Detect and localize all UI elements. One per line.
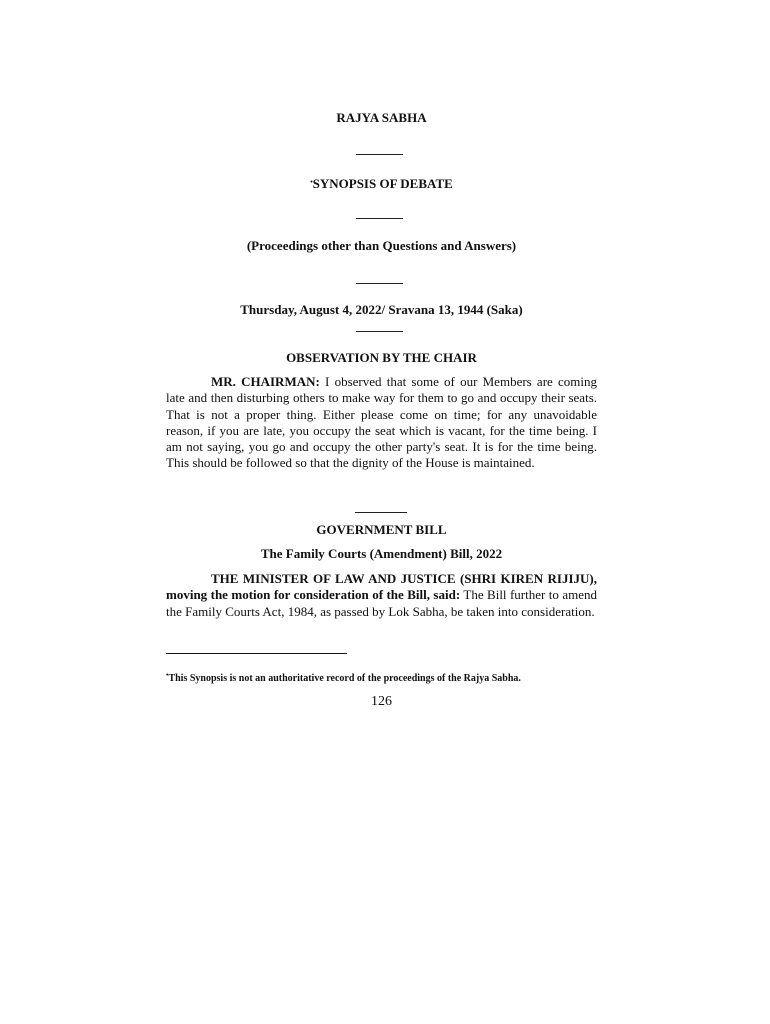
bill-text: The Bill further to amend the Family Courts Act, 1984, as passed by Lok Sabha, be taken into consideration. bbox=[166, 587, 597, 619]
footnote bbox=[166, 668, 597, 686]
bill-name: The Family Courts (Amendment) Bill, 2022 bbox=[260, 546, 503, 561]
minister-speaker: THE MINISTER OF LAW AND JUSTICE (SHRI KIREN RIJIJU), moving the motion for consideration of the Bill, said: bbox=[166, 571, 597, 603]
document-subtitle: (Proceedings other than Questions and Answers) bbox=[246, 238, 517, 253]
separator-rule bbox=[356, 283, 403, 284]
observation-heading: OBSERVATION BY THE CHAIR bbox=[286, 350, 477, 365]
separator-rule bbox=[355, 512, 407, 513]
footnote-text: This Synopsis is not an authoritative record of the proceedings of the Rajya Sabha. bbox=[168, 673, 521, 684]
synopsis-title: SYNOPSIS OF DEBATE bbox=[312, 176, 453, 191]
observation-text: I observed that some of our Members are coming late and then disturbing others to make way for them to go and occupy their seats. That is not a proper thing. Either please come on time; for any unavoidable reason, if you are late, you occupy the seat which is vacant, for the time being. I am not saying, you go and occupy the other party's seat. It is for the time being. This should be followed so that the dignity of the House is maintained. bbox=[166, 374, 597, 471]
government-bill-heading: GOVERNMENT BILL bbox=[316, 522, 447, 537]
separator-rule bbox=[356, 154, 403, 155]
speaker-name: MR. CHAIRMAN: bbox=[211, 374, 320, 389]
footnote-marker: • bbox=[166, 671, 169, 679]
document-page bbox=[166, 0, 597, 1024]
footnote-rule bbox=[166, 653, 347, 654]
separator-rule bbox=[356, 218, 403, 219]
page-number: 126 bbox=[371, 694, 392, 709]
house-title: RAJYA SABHA bbox=[336, 110, 427, 125]
session-date: Thursday, August 4, 2022/ Sravana 13, 1944 (Saka) bbox=[240, 302, 523, 317]
document-title bbox=[166, 174, 597, 192]
bill-paragraph bbox=[166, 571, 597, 620]
footnote-marker: • bbox=[310, 178, 313, 186]
separator-rule bbox=[356, 331, 403, 332]
observation-paragraph bbox=[166, 374, 597, 472]
